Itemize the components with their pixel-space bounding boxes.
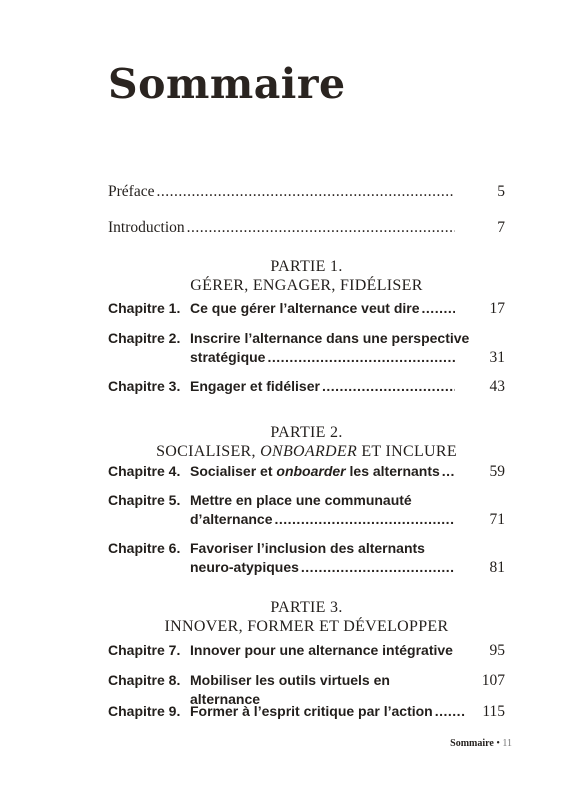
toc-entry-label: Préface xyxy=(108,183,155,200)
toc-chapter-9[interactable] xyxy=(108,702,505,721)
footer-separator: • xyxy=(496,738,500,749)
chapter-number: Chapitre 1. xyxy=(108,300,181,316)
part-heading-2 xyxy=(108,423,505,461)
toc-page-number: 81 xyxy=(489,559,505,576)
part-heading-3 xyxy=(108,598,505,636)
toc-chapter-7[interactable] xyxy=(108,641,505,660)
chapter-title: Engager et fidéliser xyxy=(190,378,320,394)
chapter-title-line-1: Mettre en place une communauté xyxy=(190,492,412,508)
chapter-title: Mobiliser les outils virtuels en alternance xyxy=(190,672,390,707)
toc-page-number: 107 xyxy=(481,672,506,689)
chapter-number: Chapitre 5. xyxy=(108,492,181,508)
toc-chapter-2[interactable] xyxy=(108,329,505,367)
dot-leader xyxy=(156,182,455,201)
toc-entry-label: Introduction xyxy=(108,219,185,236)
chapter-number: Chapitre 3. xyxy=(108,378,181,394)
part-number: PARTIE 2. xyxy=(270,424,343,441)
part-title: INNOVER, FORMER ET DÉVELOPPER xyxy=(164,618,449,635)
chapter-number: Chapitre 7. xyxy=(108,642,181,658)
chapter-title: Innover pour une alternance intégrative xyxy=(190,642,453,658)
chapter-title-line-2: stratégique xyxy=(190,349,266,365)
dot-leader xyxy=(187,218,455,237)
chapter-title-line-2: neuro-atypiques xyxy=(190,559,299,575)
toc-page-number: 71 xyxy=(489,511,505,528)
chapter-title-line-2: d’alternance xyxy=(190,511,273,527)
part-heading-1 xyxy=(108,257,505,295)
chapter-title: Former à l’esprit critique par l’action xyxy=(190,703,433,719)
chapter-title: Socialiser et onboarder les alternants xyxy=(190,463,440,479)
toc-page-number: 59 xyxy=(489,463,505,480)
toc-page-number: 115 xyxy=(482,703,505,720)
part-number: PARTIE 3. xyxy=(270,599,343,616)
toc-page-number: 7 xyxy=(497,219,505,236)
chapter-title-line-1: Favoriser l’inclusion des alternants xyxy=(190,540,425,556)
toc-chapter-1[interactable] xyxy=(108,299,505,318)
toc-page-number: 31 xyxy=(489,349,505,366)
dot-leader xyxy=(267,348,455,367)
dot-leader xyxy=(422,299,455,318)
toc-chapter-4[interactable] xyxy=(108,462,505,481)
part-title: SOCIALISER, ONBOARDER ET INCLURE xyxy=(156,443,457,460)
dot-leader xyxy=(442,462,455,481)
chapter-number: Chapitre 8. xyxy=(108,672,181,688)
toc-chapter-5[interactable] xyxy=(108,491,505,529)
toc-entry-introduction[interactable] xyxy=(108,218,505,237)
chapter-number: Chapitre 2. xyxy=(108,330,181,346)
part-number: PARTIE 1. xyxy=(270,258,343,275)
dot-leader xyxy=(274,510,455,529)
toc-page-number: 17 xyxy=(489,300,505,317)
chapter-number: Chapitre 4. xyxy=(108,463,181,479)
dot-leader xyxy=(301,558,455,577)
dot-leader xyxy=(435,702,467,721)
chapter-title: Ce que gérer l’alternance veut dire xyxy=(190,300,420,316)
running-footer xyxy=(450,738,512,749)
toc-page-number: 95 xyxy=(489,642,505,659)
part-title: GÉRER, ENGAGER, FIDÉLISER xyxy=(190,277,423,294)
chapter-number: Chapitre 6. xyxy=(108,540,181,556)
toc-chapter-6[interactable] xyxy=(108,539,505,577)
toc-entry-preface[interactable] xyxy=(108,182,505,201)
page-title: Sommaire xyxy=(108,60,346,108)
toc-page-number: 5 xyxy=(497,183,505,200)
footer-page-number: 11 xyxy=(502,738,512,749)
chapter-number: Chapitre 9. xyxy=(108,703,181,719)
dot-leader xyxy=(322,377,455,396)
toc-chapter-3[interactable] xyxy=(108,377,505,396)
chapter-title-line-1: Inscrire l’alternance dans une perspective xyxy=(190,330,470,346)
toc-page-number: 43 xyxy=(489,378,505,395)
footer-title: Sommaire xyxy=(450,738,494,749)
